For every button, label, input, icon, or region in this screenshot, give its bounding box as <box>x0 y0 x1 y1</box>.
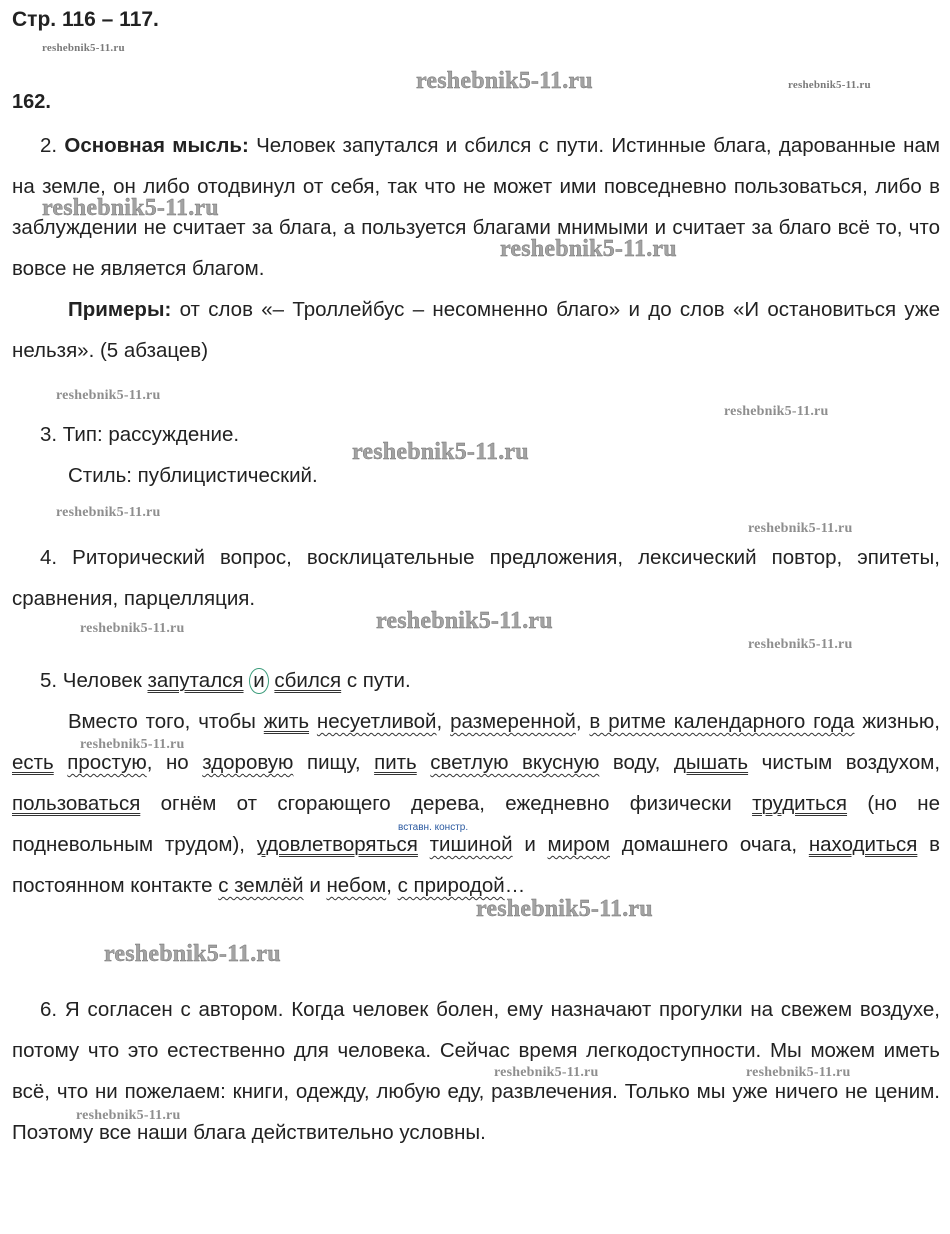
predicate: пользоваться <box>12 792 141 815</box>
predicate-1: запутался <box>147 669 244 692</box>
item-2-label: 2. <box>40 134 65 157</box>
watermark: reshebnik5-11.ru <box>56 505 161 520</box>
watermark: reshebnik5-11.ru <box>724 404 829 419</box>
watermark: reshebnik5-11.ru <box>748 521 853 536</box>
s2-text: пищу, <box>293 751 375 774</box>
watermark: reshebnik5-11.ru <box>352 439 529 465</box>
object: небом <box>326 874 387 897</box>
watermark: reshebnik5-11.ru <box>376 608 553 634</box>
examples-label: Примеры: <box>68 298 172 321</box>
watermark: reshebnik5-11.ru <box>104 941 281 967</box>
watermark: reshebnik5-11.ru <box>494 1065 599 1080</box>
s2-text: , <box>575 710 590 733</box>
s2-text <box>54 751 68 774</box>
attribute: здоровую <box>202 751 294 774</box>
s2-text <box>418 833 430 856</box>
s2-text: воду, <box>599 751 674 774</box>
watermark: reshebnik5-11.ru <box>42 42 125 54</box>
object: миром <box>547 833 610 856</box>
item-4-text: 4. Риторический вопрос, восклицательные предложения, лексический повтор, эпитеты, сравнения, парцелляция. <box>12 546 940 610</box>
item-5-sentence-1 <box>40 660 411 701</box>
s2-text: огнём от сгорающего дерева, ежедневно физически <box>140 792 753 815</box>
predicate: пить <box>374 751 417 774</box>
s2-text: и <box>512 833 548 856</box>
watermark: reshebnik5-11.ru <box>746 1065 851 1080</box>
watermark: reshebnik5-11.ru <box>788 79 871 91</box>
s2-text: домашнего очага, <box>609 833 809 856</box>
attribute: размеренной <box>450 710 576 733</box>
s2-text: чистым воздухом, <box>748 751 941 774</box>
s2-text: и <box>303 874 327 897</box>
predicate: удовлетворяться <box>256 833 418 856</box>
s2-text: Вместо того, чтобы <box>68 710 264 733</box>
predicate: жить <box>263 710 310 733</box>
watermark: reshebnik5-11.ru <box>42 195 219 221</box>
s1-text: с пути. <box>341 669 411 692</box>
item-5-sentence-2 <box>12 701 940 906</box>
task-number: 162. <box>12 91 51 113</box>
predicate: есть <box>12 751 54 774</box>
predicate: находиться <box>808 833 918 856</box>
main-idea-label: Основная мысль: <box>64 134 249 157</box>
parenthetical-note: вставн. констр. <box>398 822 469 833</box>
attribute: несуетливой <box>316 710 437 733</box>
s2-text: , но <box>146 751 203 774</box>
main-idea-text: Человек запутался и сбился с пути. Истинные блага, дарованные нам на земле, он либо отодвинул от себя, так что не может ими повседневно пользоваться, либо в заблуждении не считает за блага, а пользуется благами мнимыми и считает за благо всё то, что вовсе не является благом. <box>12 134 940 280</box>
item-6-text: 6. Я согласен с автором. Когда человек болен, ему назначают прогулки на свежем воздухе, потому что это естественно для человека. Сейчас время легкодоступности. Мы можем иметь всё, что ни пожелаем: книги, одежду, любую еду, развлечения. Только мы уже ничего не ценим. Поэтому все наши блага действительно условны. <box>12 998 940 1144</box>
attribute: простую <box>67 751 147 774</box>
s2-text <box>309 710 317 733</box>
object: с природой <box>397 874 505 897</box>
s1-text: 5. Человек <box>40 669 148 692</box>
attribute: в ритме календарного года <box>589 710 855 733</box>
watermark: reshebnik5-11.ru <box>80 737 185 752</box>
watermark: reshebnik5-11.ru <box>416 68 593 94</box>
predicate: дышать <box>673 751 749 774</box>
object: с землёй <box>218 874 304 897</box>
s2-text <box>417 751 431 774</box>
s2-text: , <box>436 710 451 733</box>
watermark: reshebnik5-11.ru <box>76 1108 181 1123</box>
watermark: reshebnik5-11.ru <box>56 388 161 403</box>
watermark: reshebnik5-11.ru <box>80 621 185 636</box>
conjunction-circled: и <box>249 668 268 694</box>
examples-text: от слов «– Троллейбус – несомненно благо» и до слов «И остановиться уже нельзя». (5 абзацев) <box>12 298 940 362</box>
attribute: светлую вкусную <box>430 751 600 774</box>
s2-text: , <box>386 874 398 897</box>
item-2-examples <box>12 289 940 371</box>
s2-text: жизнью, <box>854 710 940 733</box>
predicate: трудиться <box>752 792 848 815</box>
page-title: Стр. 116 – 117. <box>12 8 159 31</box>
item-3-type: 3. Тип: рассуждение. <box>40 423 240 446</box>
watermark: reshebnik5-11.ru <box>476 896 653 922</box>
predicate-2: сбился <box>274 669 342 692</box>
object: тишиной <box>429 833 513 856</box>
watermark: reshebnik5-11.ru <box>500 236 677 262</box>
s2-text: … <box>504 874 526 897</box>
s2-text: (но не подневольным трудом), <box>12 792 940 856</box>
s2-text: в постоянном контакте <box>12 833 940 897</box>
watermark: reshebnik5-11.ru <box>748 637 853 652</box>
item-3-style: Стиль: публицистический. <box>68 464 318 487</box>
